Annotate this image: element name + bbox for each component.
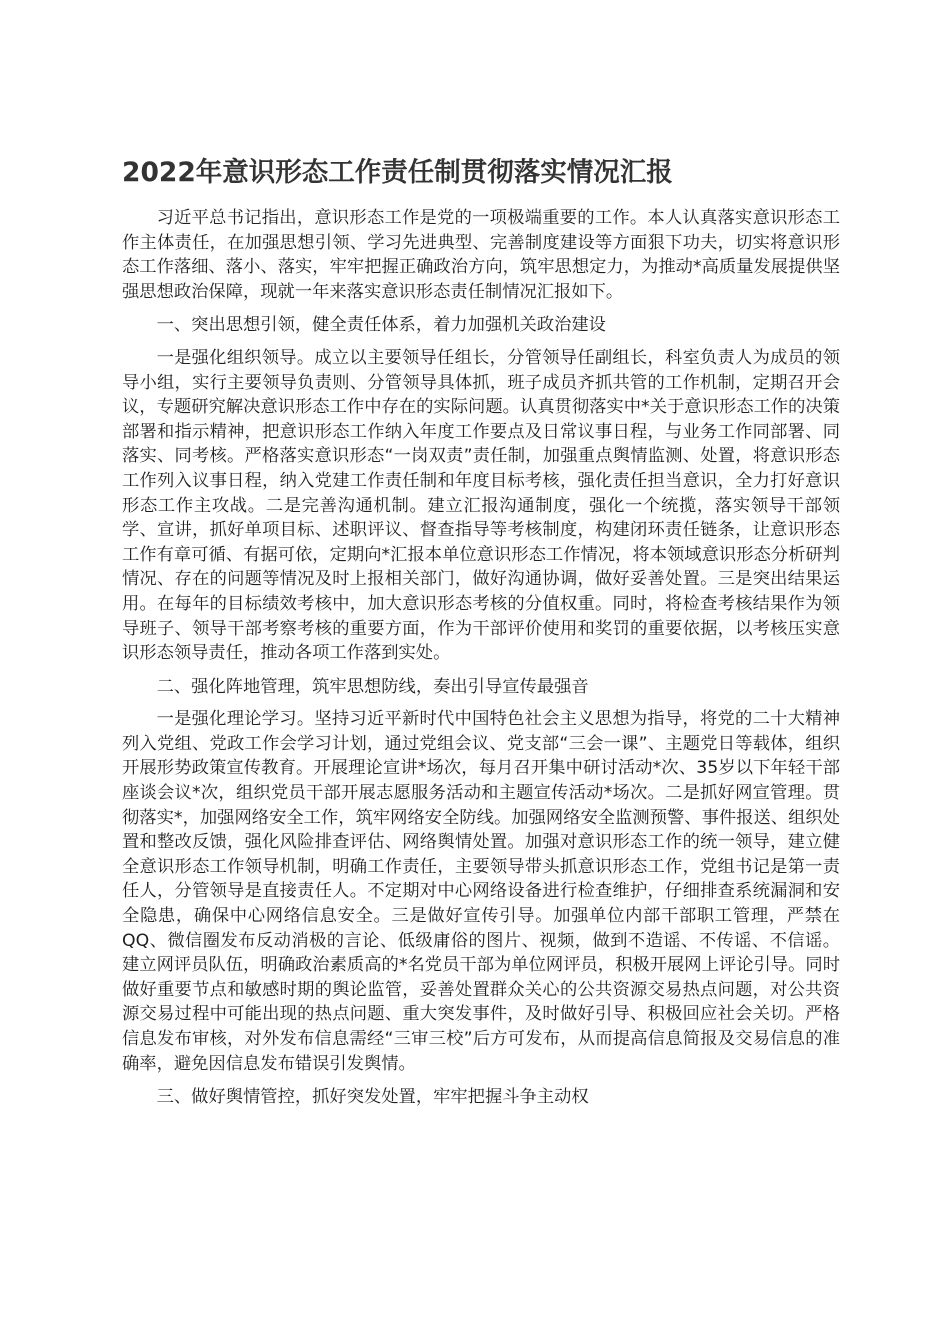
section-heading-1: 一、突出思想引领，健全责任体系，着力加强机关政治建设 [156,315,606,336]
document-title: 2022年意识形态工作责任制贯彻落实情况汇报 [122,157,673,188]
section-1-paragraph: 一是强化组织领导。成立以主要领导任组长，分管领导任副组长，科室负责人为成员的领导小组，实行主要领导负责则、分管领导具体抓，班子成员齐抓共管的工作机制，定期召开会议，专题研究解决意识形态工作中存在的实际问题。认真贯彻落实中*关于意识形态工作的决策部署和指示精神，把意识形态工作纳入年度工作要点及日常议事日程，与业务工作同部署、同落实、同考核。严格落实意识形态“一岗双责”责任制，加强重点舆情监测、处置，将意识形态工作列入议事日程，纳入党建工作责任制和年度目标考核，强化责任担当意识，全力打好意识形态工作主攻战。二是完善沟通机制。建立汇报沟通制度，强化一个统揽，落实领导干部领学、宣讲，抓好单项目标、述职评议、督查指导等考核制度，构建闭环责任链条，让意识形态工作有章可循、有据可依，定期向*汇报本单位意识形态工作情况，将本领域意识形态分析研判情况、存在的问题等情况及时上报相关部门，做好沟通协调，做好妥善处置。三是突出结果运用。在每年的目标绩效考核中，加大意识形态考核的分值权重。同时，将检查考核结果作为领导班子、领导干部考察考核的重要方面，作为干部评价使用和奖罚的重要依据，以考核压实意识形态领导责任，推动各项工作落到实处。 [122,347,840,664]
intro-paragraph: 习近平总书记指出，意识形态工作是党的一项极端重要的工作。本人认真落实意识形态工作主体责任，在加强思想引领、学习先进典型、完善制度建设等方面狠下功夫，切实将意识形态工作落细、落小、落实，牢牢把握正确政治方向，筑牢思想定力，为推动*高质量发展提供坚强思想政治保障，现就一年来落实意识形态责任制情况汇报如下。 [122,208,840,302]
section-heading-3: 三、做好舆情管控，抓好突发处置，牢牢把握斗争主动权 [156,1087,589,1108]
document-body [122,206,840,1118]
section-heading-2: 二、强化阵地管理，筑牢思想防线，奏出引导宣传最强音 [156,676,589,697]
section-2-paragraph: 一是强化理论学习。坚持习近平新时代中国特色社会主义思想为指导，将党的二十大精神列入党组、党政工作会学习计划，通过党组会议、党支部“三会一课”、主题党日等载体，组织开展形势政策宣传教育。开展理论宣讲*场次，每月召开集中研讨活动*次、35岁以下年轻干部座谈会议*次，组织党员干部开展志愿服务活动和主题宣传活动*场次。二是抓好网宣管理。贯彻落实*，加强网络安全工作，筑牢网络安全防线。加强网络安全监测预警、事件报送、组织处置和整改反馈，强化风险排查评估、网络舆情处置。加强对意识形态工作的统一领导，建立健全意识形态工作领导机制，明确工作责任，主要领导带头抓意识形态工作，党组书记是第一责任人，分管领导是直接责任人。不定期对中心网络设备进行检查维护，仔细排查系统漏洞和安全隐患，确保中心网络信息安全。三是做好宣传引导。加强单位内部干部职工管理，严禁在QQ、微信圈发布反动消极的言论、低级庸俗的图片、视频，做到不造谣、不传谣、不信谣。建立网评员队伍，明确政治素质高的*名党员干部为单位网评员，积极开展网上评论引导。同时做好重要节点和敏感时期的舆论监管，妥善处置群众关心的公共资源交易热点问题，对公共资源交易过程中可能出现的热点问题、重大突发事件，及时做好引导、积极回应社会关切。严格信息发布审核，对外发布信息需经“三审三校”后方可发布，从而提高信息简报及交易信息的准确率，避免因信息发布错误引发舆情。 [122,709,840,1074]
